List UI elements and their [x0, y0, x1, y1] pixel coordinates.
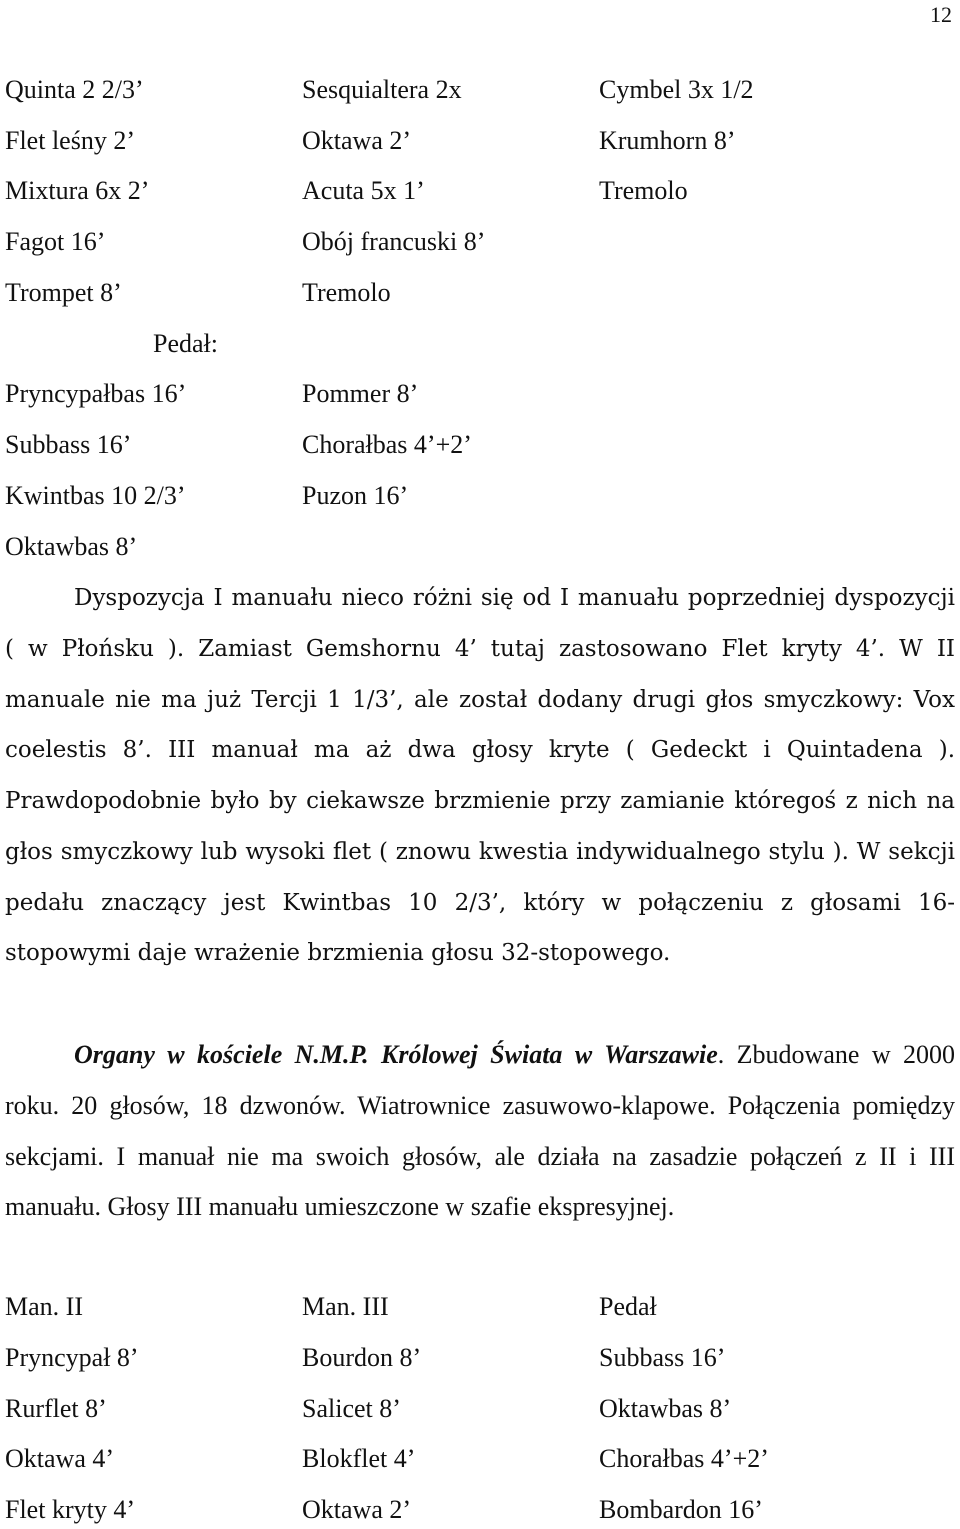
pedal-row: [5, 427, 955, 463]
table-row: [5, 1391, 955, 1427]
stop-name: Flet kryty 4’: [5, 1495, 135, 1524]
stop-name: Kwintbas 10 2/3’: [5, 481, 186, 510]
stop-name: Obój francuski 8’: [302, 227, 486, 256]
pedal-row: [5, 478, 955, 514]
stop-name: Subbass 16’: [5, 430, 132, 459]
commentary-paragraph: [5, 573, 955, 979]
stop-name: Krumhorn 8’: [599, 126, 736, 155]
pedal-heading: Pedał:: [153, 329, 218, 358]
stop-name: Tremolo: [599, 176, 688, 205]
stop-name: Acuta 5x 1’: [302, 176, 425, 205]
stop-name: Pryncypał 8’: [5, 1343, 139, 1372]
stops-row: [5, 275, 955, 311]
commentary-text: Dyspozycja I manuału nieco różni się od I manuału poprzedniej dyspozycji ( w Płońsku ). Zamiast Gemshornu 4’ tutaj zastosowano Flet kryty 4’. W II manuale nie ma już Tercji 1 1/3’, ale został dodany drugi głos smyczkowy: Vox coelestis 8’. III manuał ma aż dwa głosy kryte ( Gedeckt i Quintadena ). Prawdopodobnie było by ciekawsze brzmienie przy zamianie któregoś z nich na głos smyczkowy lub wysoki flet ( znowu kwestia indywidualnego stylu ). W sekcji pedału znaczący jest Kwintbas 10 2/3’, który w połączeniu z głosami 16-stopowymi daje wrażenie brzmienia głosu 32-stopowego.: [5, 585, 955, 967]
stop-name: Chorałbas 4’+2’: [599, 1444, 769, 1473]
stop-name: Cymbel 3x 1/2: [599, 75, 754, 104]
stop-name: Oktawbas 8’: [599, 1394, 732, 1423]
stop-name: Oktawa 2’: [302, 1495, 412, 1524]
stop-name: Bombardon 16’: [599, 1495, 763, 1524]
organ-description-paragraph: [5, 1030, 955, 1233]
stop-name: Mixtura 6x 2’: [5, 176, 150, 205]
stop-name: Rurflet 8’: [5, 1394, 107, 1423]
stops-row: [5, 173, 955, 209]
pedal-row: [5, 529, 955, 565]
stop-name: Oktawa 4’: [5, 1444, 115, 1473]
stop-name: Salicet 8’: [302, 1394, 401, 1423]
pedal-heading-row: [5, 326, 955, 362]
stop-name: Pryncypałbas 16’: [5, 379, 187, 408]
stop-name: Blokflet 4’: [302, 1444, 416, 1473]
church-name: Organy w kościele N.M.P. Królowej Świata w Warszawie: [74, 1040, 718, 1069]
page-number: 12: [930, 2, 952, 27]
column-header-man-iii: Man. III: [302, 1292, 389, 1321]
column-header-pedal: Pedał: [599, 1292, 657, 1321]
table-row: [5, 1441, 955, 1477]
table-row: [5, 1340, 955, 1376]
stops-row: [5, 72, 955, 108]
table-header-row: [5, 1289, 955, 1325]
stop-name: Quinta 2 2/3’: [5, 75, 144, 104]
stop-name: Chorałbas 4’+2’: [302, 430, 472, 459]
stop-name: Fagot 16’: [5, 227, 106, 256]
stop-name: Tremolo: [302, 278, 391, 307]
stop-name: Subbass 16’: [599, 1343, 726, 1372]
stops-row: [5, 123, 955, 159]
stop-name: Bourdon 8’: [302, 1343, 422, 1372]
stop-name: Oktawa 2’: [302, 126, 412, 155]
stop-name: Flet leśny 2’: [5, 126, 135, 155]
table-row: [5, 1492, 955, 1528]
stop-name: Sesquialtera 2x: [302, 75, 462, 104]
stop-name: Oktawbas 8’: [5, 532, 138, 561]
stops-row: [5, 224, 955, 260]
stop-name: Trompet 8’: [5, 278, 122, 307]
pedal-row: [5, 376, 955, 412]
stop-name: Pommer 8’: [302, 379, 419, 408]
column-header-man-ii: Man. II: [5, 1292, 83, 1321]
organ-description-text: . Zbudowane w 2000 roku. 20 głosów, 18 dzwonów. Wiatrownice zasuwowo-klapowe. Połączenia pomiędzy sekcjami. I manuał nie ma swoich głosów, ale działa na zasadzie połączeń z II i III manuału. Głosy III manuału umieszczone w szafie ekspresyjnej.: [5, 1040, 956, 1222]
stop-name: Puzon 16’: [302, 481, 409, 510]
